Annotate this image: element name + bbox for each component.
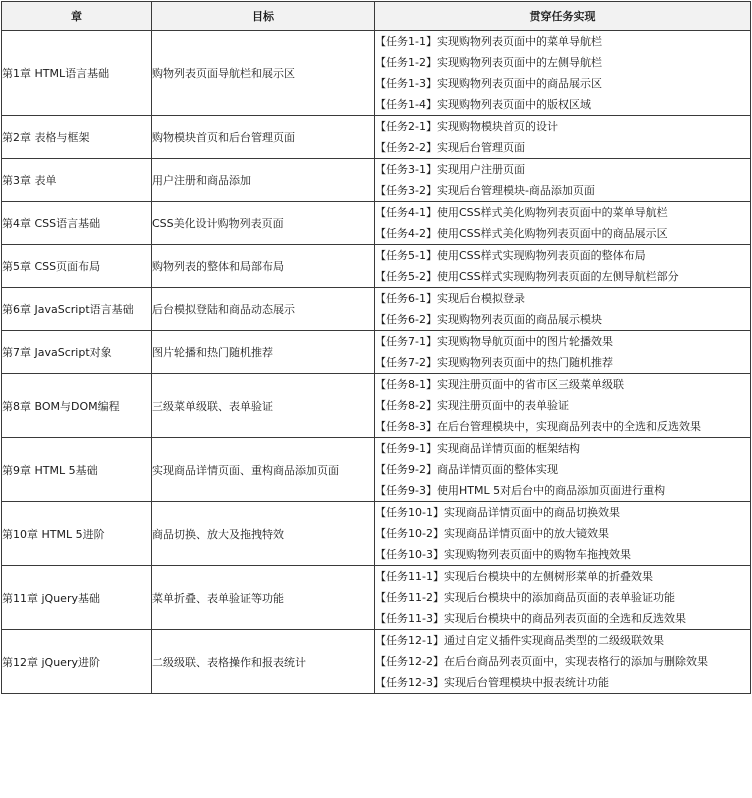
task-item: 【任务10-1】实现商品详情页面中的商品切换效果 xyxy=(375,506,620,519)
header-tasks: 贯穿任务实现 xyxy=(375,2,751,31)
task-item: 【任务8-3】在后台管理模块中，实现商品列表中的全选和反选效果 xyxy=(375,420,701,433)
goal-cell: 三级菜单级联、表单验证 xyxy=(152,374,375,438)
table-row xyxy=(2,331,751,374)
task-item: 【任务2-1】实现购物模块首页的设计 xyxy=(375,120,558,133)
chapter-cell: 第7章 JavaScript对象 xyxy=(2,331,152,374)
tasks-cell xyxy=(375,438,751,502)
table-row xyxy=(2,245,751,288)
table-row xyxy=(2,502,751,566)
goal-cell: 商品切换、放大及拖拽特效 xyxy=(152,502,375,566)
goal-cell: 二级级联、表格操作和报表统计 xyxy=(152,630,375,694)
table-row xyxy=(2,202,751,245)
goal-cell: CSS美化设计购物列表页面 xyxy=(152,202,375,245)
table-row xyxy=(2,374,751,438)
task-item: 【任务9-1】实现商品详情页面的框架结构 xyxy=(375,442,580,455)
task-item: 【任务10-3】实现购物列表页面中的购物车拖拽效果 xyxy=(375,548,631,561)
task-item: 【任务4-1】使用CSS样式美化购物列表页面中的菜单导航栏 xyxy=(375,206,668,219)
goal-cell: 图片轮播和热门随机推荐 xyxy=(152,331,375,374)
task-item: 【任务1-3】实现购物列表页面中的商品展示区 xyxy=(375,77,602,90)
table-row xyxy=(2,288,751,331)
task-item: 【任务11-2】实现后台模块中的添加商品页面的表单验证功能 xyxy=(375,591,675,604)
task-item: 【任务12-1】通过自定义插件实现商品类型的二级级联效果 xyxy=(375,634,664,647)
tasks-cell xyxy=(375,159,751,202)
goal-cell: 购物列表的整体和局部布局 xyxy=(152,245,375,288)
tasks-cell xyxy=(375,502,751,566)
table-row xyxy=(2,630,751,694)
chapter-cell: 第5章 CSS页面布局 xyxy=(2,245,152,288)
goal-cell: 购物列表页面导航栏和展示区 xyxy=(152,31,375,116)
tasks-cell xyxy=(375,630,751,694)
tasks-cell xyxy=(375,374,751,438)
chapter-cell: 第3章 表单 xyxy=(2,159,152,202)
task-item: 【任务12-2】在后台商品列表页面中，实现表格行的添加与删除效果 xyxy=(375,655,708,668)
goal-cell: 菜单折叠、表单验证等功能 xyxy=(152,566,375,630)
task-item: 【任务3-2】实现后台管理模块-商品添加页面 xyxy=(375,184,595,197)
chapter-cell: 第2章 表格与框架 xyxy=(2,116,152,159)
tasks-cell xyxy=(375,331,751,374)
task-item: 【任务8-1】实现注册页面中的省市区三级菜单级联 xyxy=(375,378,624,391)
task-item: 【任务8-2】实现注册页面中的表单验证 xyxy=(375,399,569,412)
goal-cell: 用户注册和商品添加 xyxy=(152,159,375,202)
chapter-cell: 第1章 HTML语言基础 xyxy=(2,31,152,116)
chapter-cell: 第6章 JavaScript语言基础 xyxy=(2,288,152,331)
task-item: 【任务3-1】实现用户注册页面 xyxy=(375,163,525,176)
goal-cell: 后台模拟登陆和商品动态展示 xyxy=(152,288,375,331)
task-item: 【任务11-1】实现后台模块中的左侧树形菜单的折叠效果 xyxy=(375,570,653,583)
task-item: 【任务11-3】实现后台模块中的商品列表页面的全选和反选效果 xyxy=(375,612,686,625)
task-item: 【任务1-1】实现购物列表页面中的菜单导航栏 xyxy=(375,35,602,48)
course-table xyxy=(1,1,751,694)
tasks-cell xyxy=(375,245,751,288)
table-body xyxy=(2,31,751,694)
table-row xyxy=(2,438,751,502)
tasks-cell xyxy=(375,566,751,630)
chapter-cell: 第10章 HTML 5进阶 xyxy=(2,502,152,566)
table-row xyxy=(2,566,751,630)
header-goal: 目标 xyxy=(152,2,375,31)
task-item: 【任务6-2】实现购物列表页面的商品展示模块 xyxy=(375,313,602,326)
task-item: 【任务5-1】使用CSS样式实现购物列表页面的整体布局 xyxy=(375,249,646,262)
task-item: 【任务9-3】使用HTML 5对后台中的商品添加页面进行重构 xyxy=(375,484,666,497)
chapter-cell: 第12章 jQuery进阶 xyxy=(2,630,152,694)
task-item: 【任务1-4】实现购物列表页面中的版权区域 xyxy=(375,98,591,111)
chapter-cell: 第11章 jQuery基础 xyxy=(2,566,152,630)
goal-cell: 实现商品详情页面、重构商品添加页面 xyxy=(152,438,375,502)
table-row xyxy=(2,116,751,159)
table-row xyxy=(2,31,751,116)
tasks-cell xyxy=(375,116,751,159)
task-item: 【任务12-3】实现后台管理模块中报表统计功能 xyxy=(375,676,609,689)
tasks-cell xyxy=(375,288,751,331)
task-item: 【任务4-2】使用CSS样式美化购物列表页面中的商品展示区 xyxy=(375,227,668,240)
chapter-cell: 第9章 HTML 5基础 xyxy=(2,438,152,502)
chapter-cell: 第4章 CSS语言基础 xyxy=(2,202,152,245)
table-row xyxy=(2,159,751,202)
header-chapter: 章 xyxy=(2,2,152,31)
task-item: 【任务1-2】实现购物列表页面中的左侧导航栏 xyxy=(375,56,602,69)
tasks-cell xyxy=(375,202,751,245)
task-item: 【任务5-2】使用CSS样式实现购物列表页面的左侧导航栏部分 xyxy=(375,270,679,283)
goal-cell: 购物模块首页和后台管理页面 xyxy=(152,116,375,159)
task-item: 【任务7-2】实现购物列表页面中的热门随机推荐 xyxy=(375,356,613,369)
task-item: 【任务9-2】商品详情页面的整体实现 xyxy=(375,463,558,476)
task-item: 【任务2-2】实现后台管理页面 xyxy=(375,141,525,154)
tasks-cell xyxy=(375,31,751,116)
task-item: 【任务10-2】实现商品详情页面中的放大镜效果 xyxy=(375,527,609,540)
chapter-cell: 第8章 BOM与DOM编程 xyxy=(2,374,152,438)
header-row xyxy=(2,2,751,31)
task-item: 【任务7-1】实现购物导航页面中的图片轮播效果 xyxy=(375,335,613,348)
task-item: 【任务6-1】实现后台模拟登录 xyxy=(375,292,525,305)
